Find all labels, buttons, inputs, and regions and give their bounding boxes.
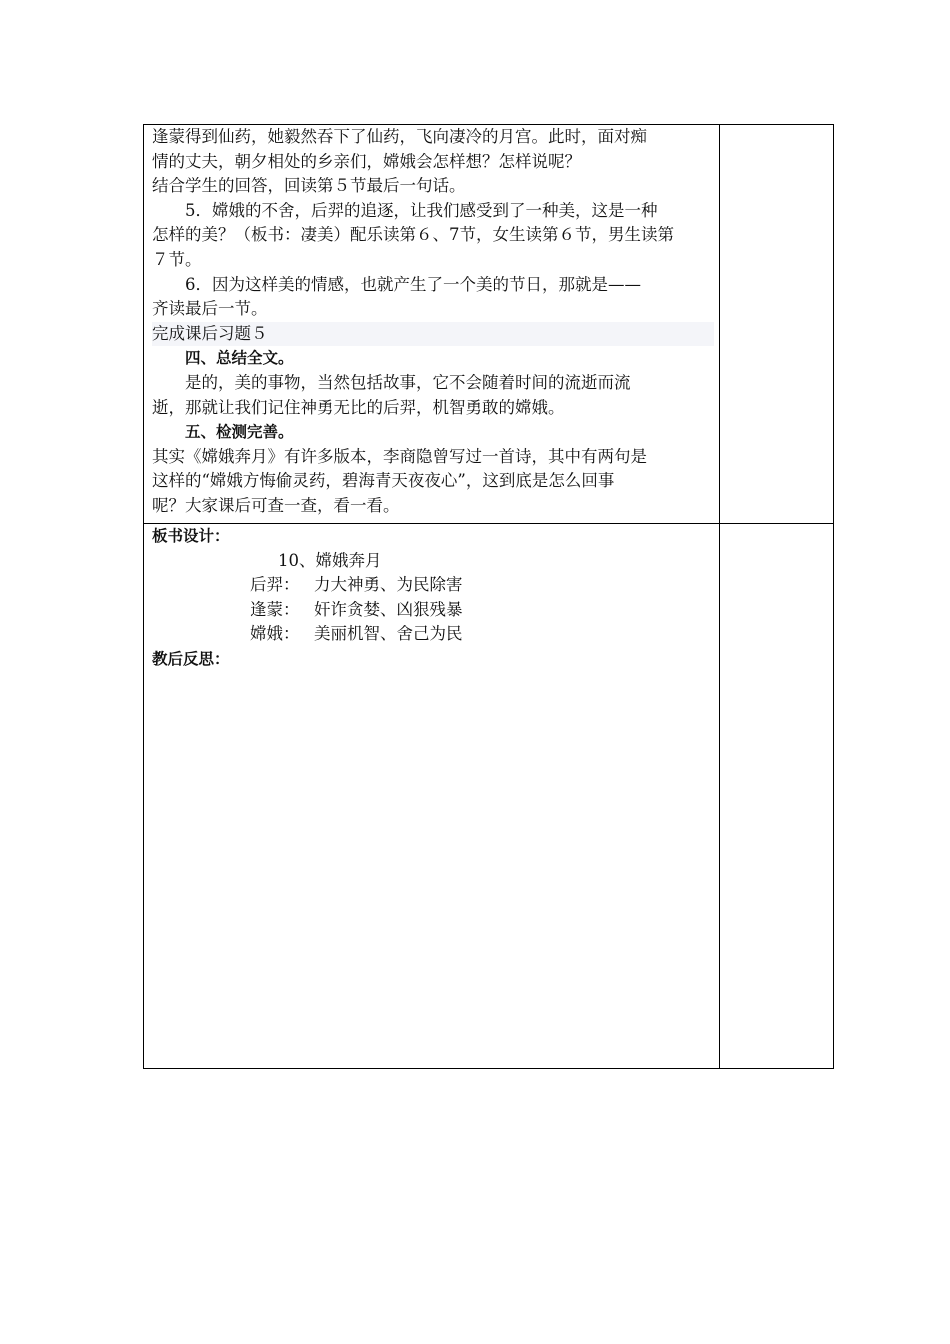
character-traits: 奸诈贪婪、凶狠残暴 (314, 599, 463, 619)
text-line: 怎样的美？（板书：凄美）配乐读第６、7节，女生读第６节，男生读第 (152, 225, 674, 245)
section-heading-check: 五、检测完善。 (185, 423, 294, 442)
character-name: 嫦娥： (250, 624, 300, 644)
board-row (152, 598, 714, 623)
text-line: 是的，美的事物，当然包括故事，它不会随着时间的流逝而流 (185, 372, 631, 392)
lesson-plan-table (143, 124, 834, 1069)
text-line: 其实《嫦娥奔月》有许多版本，李商隐曾写过一首诗，其中有两句是 (152, 446, 647, 466)
text-line: 呢？大家课后可查一查，看一看。 (152, 495, 400, 515)
step-6-line: 6．因为这样美的情感，也就产生了一个美的节日，那就是—— (185, 274, 641, 294)
character-name: 后羿： (250, 575, 300, 595)
step-5-line: 5．嫦娥的不舍，后羿的追逐，让我们感受到了一种美，这是一种 (185, 200, 658, 220)
exercise-line: 完成课后习题５ (152, 322, 714, 347)
board-row (152, 622, 714, 647)
board-design-cell (152, 524, 714, 672)
text-line: 情的丈夫，朝夕相处的乡亲们，嫦娥会怎样想？怎样说呢？ (152, 151, 581, 171)
board-heading: 板书设计： (152, 527, 230, 545)
text-line: 逢蒙得到仙药，她毅然吞下了仙药，飞向凄冷的月宫。此时，面对痴 (152, 127, 647, 146)
column-divider (719, 125, 720, 1068)
character-traits: 美丽机智、舍己为民 (314, 624, 463, 644)
section-heading-summary: 四、总结全文。 (185, 349, 294, 368)
text-line: ７节。 (152, 249, 202, 269)
board-row (152, 573, 714, 598)
lesson-content-cell (152, 125, 714, 519)
text-line: 逝，那就让我们记住神勇无比的后羿，机智勇敢的嫦娥。 (152, 397, 565, 417)
board-title: 10、嫦娥奔月 (278, 550, 382, 570)
reflection-heading: 教后反思： (152, 649, 230, 668)
text-line: 这样的“嫦娥方悔偷灵药，碧海青天夜夜心”，这到底是怎么回事 (152, 471, 615, 491)
character-name: 逢蒙： (250, 599, 300, 619)
character-traits: 力大神勇、为民除害 (314, 575, 463, 595)
text-line: 结合学生的回答，回读第５节最后一句话。 (152, 176, 466, 196)
text-line: 齐读最后一节。 (152, 299, 268, 319)
